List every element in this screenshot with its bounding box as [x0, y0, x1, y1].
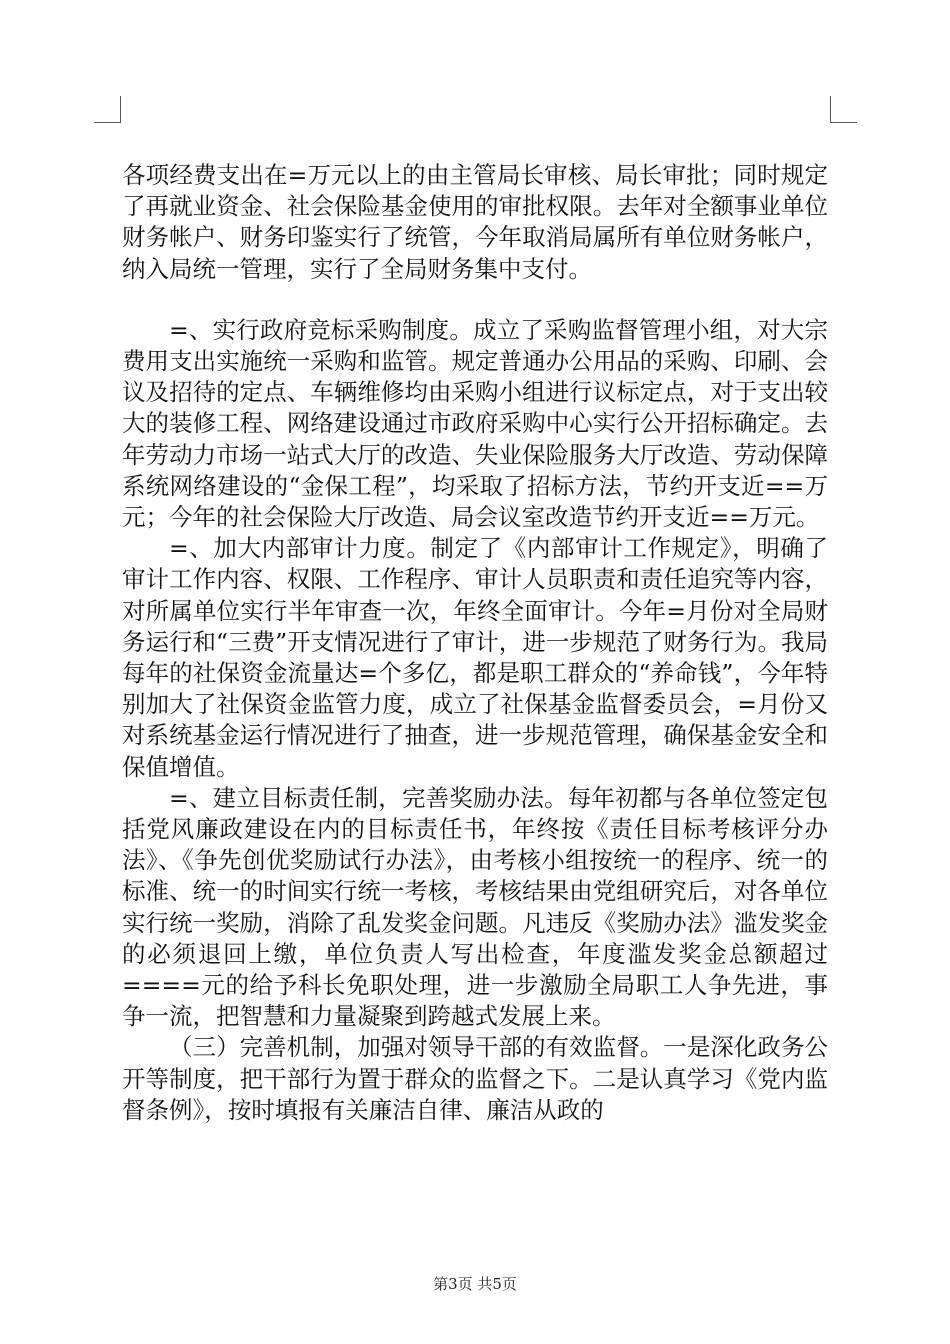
paragraph-4: =、建立目标责任制，完善奖励办法。每年初都与各单位签定包括党风廉政建设在内的目标责任书，年终按《责任目标考核评分办法》、《争先创优奖励试行办法》，由考核小组按统一的程序、统一的标准、统一的时间实行统一考核，考核结果由党组研究后，对各单位实行统一奖励，消除了乱发奖金问题。凡违反《奖励办法》滥发奖金的必须退回上缴，单位负责人写出检查，年度滥发奖金总额超过====元的给予科长免职处理，进一步激励全局职工人争先进，事争一流，把智慧和力量凝聚到跨越式发展上来。: [122, 783, 828, 1031]
crop-mark-top-right: [830, 96, 857, 123]
crop-mark-top-left: [94, 96, 121, 123]
paragraph-3: =、加大内部审计力度。制定了《内部审计工作规定》，明确了审计工作内容、权限、工作程序、审计人员职责和责任追究等内容，对所属单位实行半年审查一次，年终全面审计。今年=月份对全局财务运行和“三费”开支情况进行了审计，进一步规范了财务行为。我局每年的社保资金流量达=个多亿，都是职工群众的“养命钱”，今年特别加大了社保资金监管力度，成立了社保基金监督委员会，=月份又对系统基金运行情况进行了抽查，进一步规范管理，确保基金安全和保值增值。: [122, 534, 828, 781]
paragraph-2: =、实行政府竞标采购制度。成立了采购监督管理小组，对大宗费用支出实施统一采购和监管。规定普通办公用品的采购、印刷、会议及招待的定点、车辆维修均由采购小组进行议标定点，对于支出较大的装修工程、网络建设通过市政府采购中心实行公开招标确定。去年劳动力市场一站式大厅的改造、失业保险服务大厅改造、劳动保障系统网络建设的“金保工程”，均采取了招标方法，节约开支近==万元；今年的社会保险大厅改造、局会议室改造节约开支近==万元。: [122, 315, 828, 532]
page-footer: 第3页 共5页: [433, 1275, 517, 1293]
paragraph-1: 各项经费支出在=万元以上的由主管局长审核、局长审批；同时规定了再就业资金、社会保险基金使用的审批权限。去年对全额事业单位财务帐户、财务印鉴实行了统管，今年取消局属所有单位财务帐户，纳入局统一管理，实行了全局财务集中支付。: [122, 161, 828, 283]
document-body: [122, 160, 828, 1126]
paragraph-5: （三）完善机制，加强对领导干部的有效监督。一是深化政务公开等制度，把干部行为置于群众的监督之下。二是认真学习《党内监督条例》，按时填报有关廉洁自律、廉洁从政的: [122, 1033, 828, 1124]
